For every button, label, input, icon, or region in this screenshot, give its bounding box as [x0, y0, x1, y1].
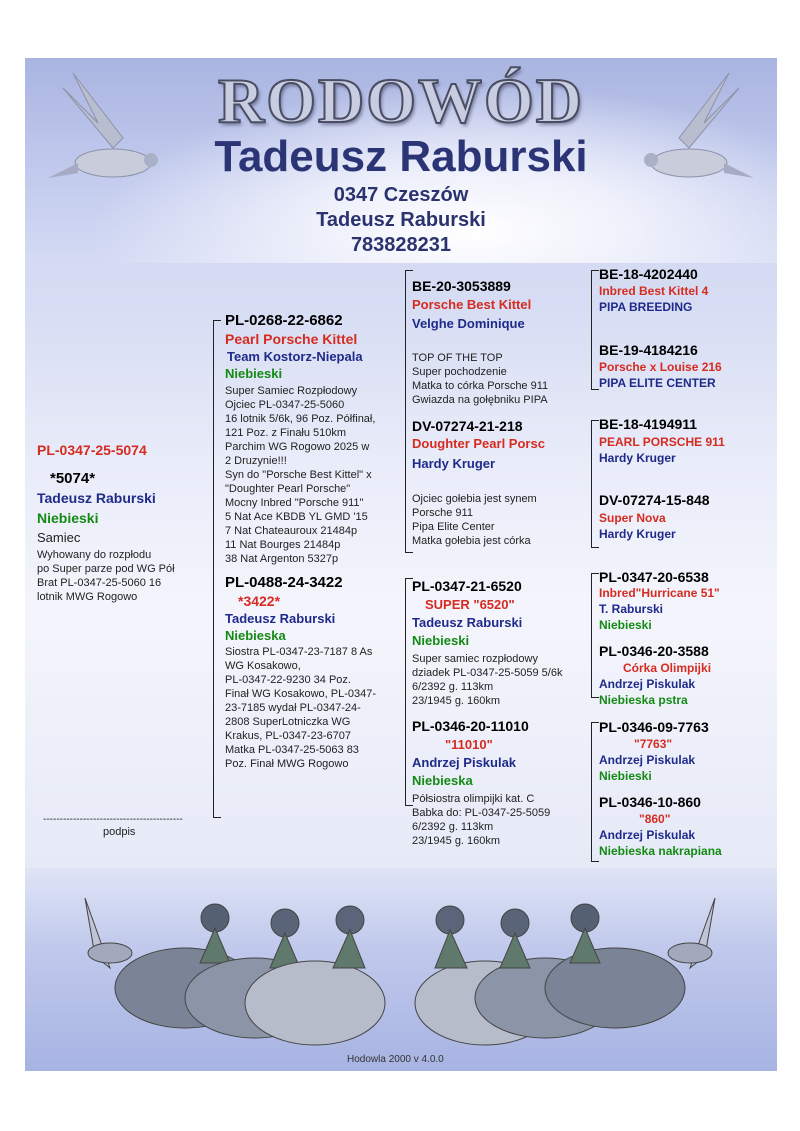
- fm-name: Doughter Pearl Porsc: [412, 436, 545, 451]
- father-note: Super Samiec Rozpłodowy Ojciec PL-0347-25-5060 16 lotnik 5/6k, 96 Poz. Półfinał, 121 Poz. z Finału 510km Parchim WG Rogowo 2025 w 2 Druzynie!!! Syn do "Porsche Best Kittel" x "Doughter Pearl Porsche" Mocny Inbred "Porsche 911" 5 Nat Ace KBDB YL GMD '15 7 Nat Chateauroux 21484p 11 Nat Bourges 21484p 38 Nat Argenton 5327p: [225, 385, 376, 565]
- bracket-tick: [591, 389, 599, 390]
- mm-color: Niebieska: [412, 773, 473, 788]
- gg8-ring: PL-0346-10-860: [599, 794, 701, 810]
- bracket-gen1: [213, 320, 214, 818]
- mf-color: Niebieski: [412, 633, 470, 648]
- bracket-tick: [591, 697, 599, 698]
- gg5-name: Inbred"Hurricane 51": [599, 586, 720, 600]
- ff-name: Porsche Best Kittel: [412, 297, 532, 312]
- father-name: Pearl Porsche Kittel: [225, 331, 358, 347]
- gg6-color: Niebieska pstra: [599, 693, 688, 707]
- bracket-gen3-3: [591, 573, 592, 698]
- bracket-tick: [213, 817, 221, 818]
- gg7-ring: PL-0346-09-7763: [599, 719, 709, 735]
- bracket-gen2-father: [405, 270, 406, 553]
- gg8-owner: Andrzej Piskulak: [599, 828, 696, 842]
- gg2-name: Porsche x Louise 216: [599, 360, 722, 374]
- father-color: Niebieski: [225, 366, 283, 381]
- bracket-gen3-1: [591, 270, 592, 390]
- gg5-ring: PL-0347-20-6538: [599, 569, 709, 585]
- father-ring: PL-0268-22-6862: [225, 312, 343, 329]
- bracket-tick: [591, 722, 599, 723]
- breeder-contact-name: Tadeusz Raburski: [316, 209, 486, 231]
- mother-name: *3422*: [238, 593, 281, 609]
- gg4-ring: DV-07274-15-848: [599, 492, 710, 508]
- mother-owner: Tadeusz Raburski: [225, 611, 336, 626]
- bracket-tick: [213, 320, 221, 321]
- gg6-owner: Andrzej Piskulak: [599, 677, 696, 691]
- fm-owner: Hardy Kruger: [412, 456, 496, 471]
- bracket-tick: [591, 573, 599, 574]
- gg3-owner: Hardy Kruger: [599, 451, 676, 465]
- bracket-tick: [591, 270, 599, 271]
- footer-banner: [25, 868, 777, 1071]
- gg7-name: "7763": [634, 737, 673, 751]
- gg6-name: Córka Olimpijki: [623, 661, 712, 675]
- gg6-ring: PL-0346-20-3588: [599, 643, 709, 659]
- subject-sex: Samiec: [37, 530, 81, 545]
- breeder-name: Tadeusz Raburski: [214, 132, 588, 181]
- mf-owner: Tadeusz Raburski: [412, 615, 523, 630]
- gg8-color: Niebieska nakrapiana: [599, 844, 722, 858]
- gg3-name: PEARL PORSCHE 911: [599, 435, 725, 449]
- bracket-gen3-4: [591, 722, 592, 862]
- mm-name: "11010": [445, 737, 493, 752]
- subject-color: Niebieski: [37, 510, 99, 526]
- gg5-color: Niebieski: [599, 618, 652, 632]
- bracket-tick: [405, 270, 413, 271]
- father-owner: Team Kostorz-Niepala: [227, 349, 363, 364]
- mm-note: Półsiostra olimpijki kat. C Babka do: PL-0347-25-5059 6/2392 g. 113km 23/1945 g. 160km: [412, 793, 551, 847]
- mother-color: Niebieska: [225, 628, 286, 643]
- mm-ring: PL-0346-20-11010: [412, 718, 529, 734]
- header-banner: [25, 58, 777, 263]
- mother-ring: PL-0488-24-3422: [225, 574, 343, 591]
- bracket-tick: [591, 420, 599, 421]
- mf-ring: PL-0347-21-6520: [412, 578, 522, 594]
- breeder-address: 0347 Czeszów: [333, 184, 469, 206]
- gg4-owner: Hardy Kruger: [599, 527, 676, 541]
- gg7-owner: Andrzej Piskulak: [599, 753, 696, 767]
- bracket-tick: [591, 547, 599, 548]
- breeder-phone: 783828231: [350, 234, 452, 256]
- gg1-ring: BE-18-4202440: [599, 266, 698, 282]
- ff-ring: BE-20-3053889: [412, 278, 511, 294]
- subject-ring: PL-0347-25-5074: [37, 442, 147, 458]
- gg7-color: Niebieski: [599, 769, 652, 783]
- gg1-name: Inbred Best Kittel 4: [599, 284, 709, 298]
- bracket-gen2-mother: [405, 578, 406, 806]
- signature-label: podpis: [103, 826, 136, 838]
- fm-note: Ojciec gołebia jest synem Porsche 911 Pipa Elite Center Matka gołebia jest córka: [412, 493, 537, 547]
- gg3-ring: BE-18-4194911: [599, 416, 698, 432]
- gg2-owner: PIPA ELITE CENTER: [599, 376, 716, 390]
- mm-owner: Andrzej Piskulak: [412, 755, 517, 770]
- signature-line: ------------------------------------------: [43, 814, 183, 825]
- gg5-owner: T. Raburski: [599, 602, 664, 616]
- gg8-name: "860": [639, 812, 671, 826]
- gg1-owner: PIPA BREEDING: [599, 300, 693, 314]
- ff-owner: Velghe Dominique: [412, 316, 525, 331]
- bracket-tick: [591, 861, 599, 862]
- subject-owner: Tadeusz Raburski: [37, 490, 156, 506]
- gg4-name: Super Nova: [599, 511, 666, 525]
- fm-ring: DV-07274-21-218: [412, 418, 523, 434]
- subject-note: Wyhowany do rozpłodu po Super parze pod WG Pół Brat PL-0347-25-5060 16 lotnik MWG Rogowo: [37, 549, 175, 603]
- bracket-tick: [405, 552, 413, 553]
- pedigree-sheet: [25, 58, 777, 1071]
- pigeons-illustration: [25, 868, 777, 1071]
- gg2-ring: BE-19-4184216: [599, 342, 698, 358]
- software-label: Hodowla 2000 v 4.0.0: [347, 1054, 444, 1065]
- mf-note: Super samiec rozpłodowy dziadek PL-0347-25-5059 5/6k 6/2392 g. 113km 23/1945 g. 160km: [412, 653, 563, 707]
- ff-note: TOP OF THE TOP Super pochodzenie Matka to córka Porsche 911 Gwiazda na gołębniku PIPA: [412, 352, 549, 406]
- mf-name: SUPER "6520": [425, 597, 515, 612]
- document-title: RODOWÓD: [218, 65, 584, 136]
- bracket-gen3-2: [591, 420, 592, 548]
- mother-note: Siostra PL-0347-23-7187 8 As WG Kosakowo, PL-0347-22-9230 34 Poz. Finał WG Kosakowo, PL-0347- 23-7185 wydał PL-0347-24- 2808 SuperLotniczka WG Krakus, PL-0347-23-6707 Matka PL-0347-25-5063 83 Poz. Finał MWG Rogowo: [225, 646, 377, 770]
- subject-nick: *5074*: [50, 470, 96, 487]
